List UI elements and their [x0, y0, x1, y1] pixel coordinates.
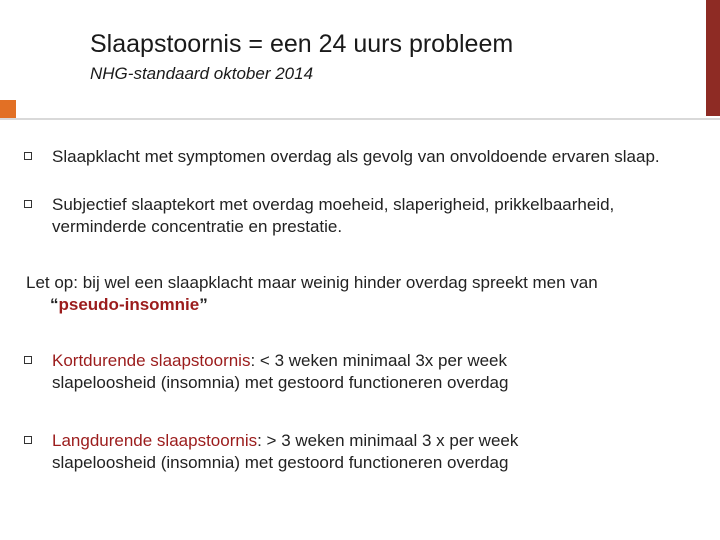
bullet-term: Langdurende slaapstoornis [52, 431, 258, 450]
note-paragraph [26, 272, 706, 316]
note-term-line [26, 294, 706, 316]
slide-subtitle: NHG-standaard oktober 2014 [90, 64, 314, 83]
square-bullet-icon [24, 436, 32, 444]
square-bullet-icon [24, 200, 32, 208]
title-divider [0, 118, 720, 120]
bullet-text [52, 430, 672, 474]
bullet-rest: : < 3 weken minimaal 3x per week [250, 351, 508, 370]
note-text: Let op: bij wel een slaapklacht maar weinig hinder overdag spreekt men van [26, 273, 598, 292]
accent-square [0, 100, 16, 118]
bullet-text: Subjectief slaaptekort met overdag moeheid, slaperigheid, prikkelbaarheid, verminderde concentratie en prestatie. [52, 195, 615, 236]
quote-close: ” [199, 295, 208, 314]
accent-bar [706, 0, 720, 116]
bullet-line2: slapeloosheid (insomnia) met gestoord functioneren overdag [52, 453, 509, 472]
quote-open: “ [50, 295, 59, 314]
square-bullet-icon [24, 356, 32, 364]
bullet-text [52, 350, 672, 394]
bullet-rest: : > 3 weken minimaal 3 x per week [257, 431, 519, 450]
bullet-line2: slapeloosheid (insomnia) met gestoord functioneren overdag [52, 373, 509, 392]
bullet-text: Slaapklacht met symptomen overdag als gevolg van onvoldoende ervaren slaap. [52, 147, 660, 166]
slide-title: Slaapstoornis = een 24 uurs probleem [90, 30, 514, 58]
square-bullet-icon [24, 152, 32, 160]
bullet-term: Kortdurende slaapstoornis [52, 351, 251, 370]
pseudo-insomnie-term: pseudo-insomnie [58, 295, 200, 314]
